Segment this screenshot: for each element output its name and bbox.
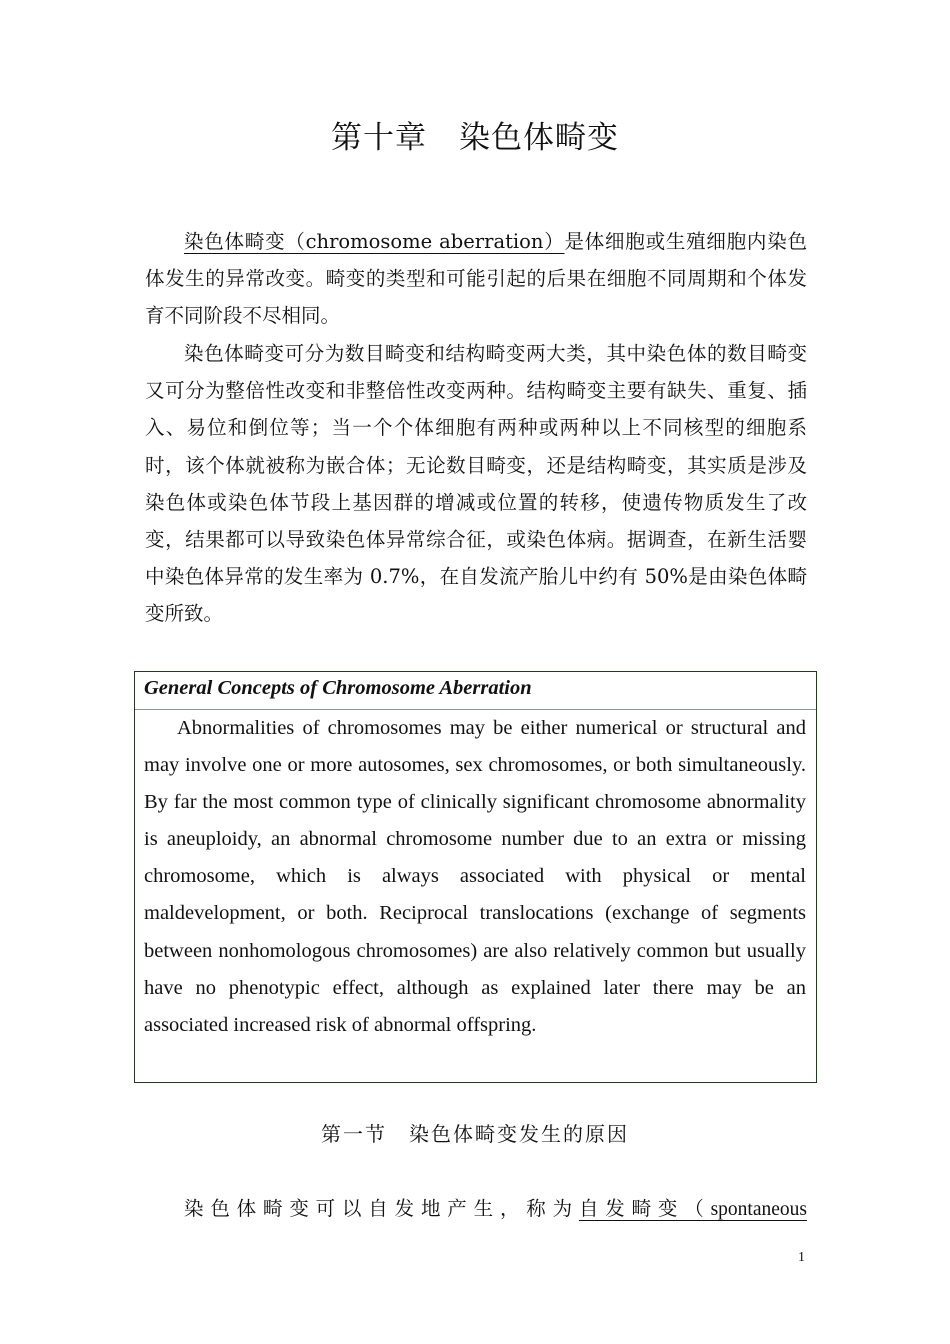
intro-paragraph-1-text: 是体细胞或生殖细胞内染色体发生的异常改变。畸变的类型和可能引起的后果在细胞不同周期和个体发育不同阶段不尽相同。 (145, 230, 807, 328)
concept-box-title: General Concepts of Chromosome Aberration (135, 672, 816, 710)
section-paragraph-lead: 染色体畸变可以自发地产生，称为 (184, 1197, 579, 1220)
concept-box-text: Abnormalities of chromosomes may be either numerical or structural and may involve one or more autosomes, sex chromosomes, or both simultaneously. By far the most common type of clinically significant chromosome abnormality is aneuploidy, an abnormal chromosome number due to an extra or missing chromosome, which is always associated with physical or mental maldevelopment, or both. Reciprocal translocations (exchange of segments between nonhomologous chromosomes) are also relatively common but usually have no phenotypic effect, although as explained later there may be an associated increased risk of abnormal offspring. (144, 717, 806, 1036)
term-chromosome-aberration: 染色体畸变（chromosome aberration） (184, 230, 565, 253)
page-number: 1 (798, 1250, 805, 1265)
intro-paragraph-2 (145, 335, 807, 633)
term-spontaneous-aberration (579, 1197, 807, 1220)
term-spontaneous-aberration-latin: spontaneous (710, 1199, 807, 1220)
intro-paragraph-1 (145, 223, 807, 335)
section-title: 第一节 染色体畸变发生的原因 (321, 1122, 629, 1146)
section-paragraph (145, 1190, 807, 1228)
intro-paragraph-2-text: 染色体畸变可分为数目畸变和结构畸变两大类，其中染色体的数目畸变又可分为整倍性改变和非整倍性改变两种。结构畸变主要有缺失、重复、插入、易位和倒位等；当一个个体细胞有两种或两种以上不同核型的细胞系时，该个体就被称为嵌合体；无论数目畸变，还是结构畸变，其实质是涉及染色体或染色体节段上基因群的增减或位置的转移，使遗传物质发生了改变，结果都可以导致染色体异常综合征，或染色体病。据调查，在新生活婴中染色体异常的发生率为 0.7%，在自发流产胎儿中约有 50%是由染色体畸变所致。 (145, 342, 807, 626)
term-spontaneous-aberration-cn: 自发畸变（ (578, 1197, 711, 1220)
concept-box (134, 671, 817, 1083)
chapter-title: 第十章 染色体畸变 (331, 120, 619, 156)
